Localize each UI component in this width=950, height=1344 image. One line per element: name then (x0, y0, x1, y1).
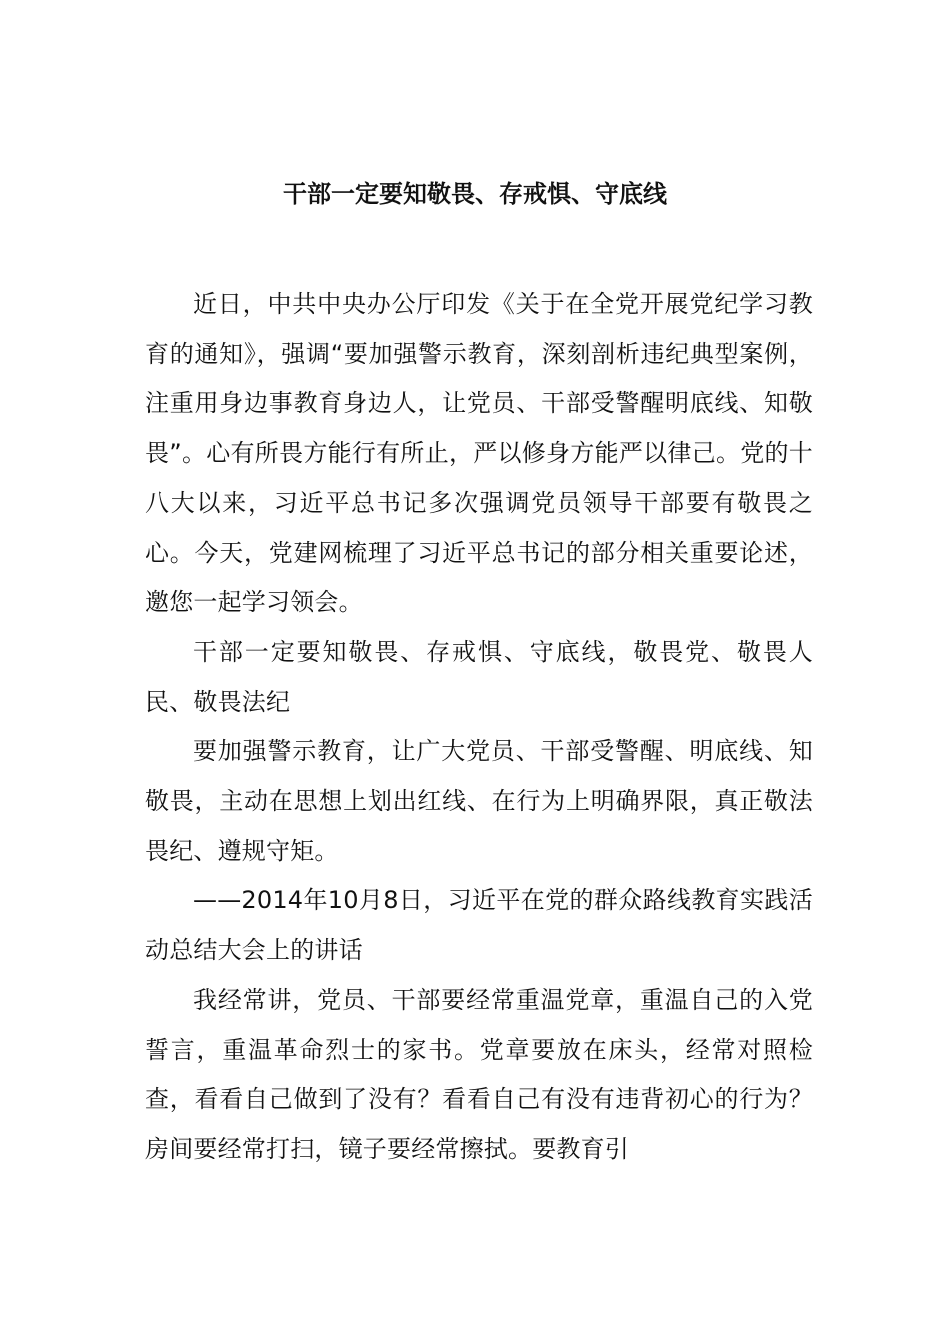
paragraph-source: ——2014年10月8日，习近平在党的群众路线教育实践活动总结大会上的讲话 (145, 886, 813, 965)
paragraph-quote-2: 我经常讲，党员、干部要经常重温党章，重温自己的入党誓言，重温革命烈士的家书。党章要放在床头，经常对照检查，看看自己做到了没有？看看自己有没有违背初心的行为？房间要经常打扫，镜子要经常擦拭。要教育引 (145, 985, 813, 1163)
document-title: 干部一定要知敬畏、存戒惧、守底线 (283, 180, 667, 209)
paragraph-intro: 近日，中共中央办公厅印发《关于在全党开展党纪学习教育的通知》，强调“要加强警示教育，深刻剖析违纪典型案例，注重用身边事教育身边人，让党员、干部受警醒明底线、知敬畏”。心有所畏方能行有所止，严以修身方能严以律己。党的十八大以来，习近平总书记多次强调党员领导干部要有敬畏之心。今天，党建网梳理了习近平总书记的部分相关重要论述，邀您一起学习领会。 (145, 290, 813, 617)
paragraph-heading-quote: 干部一定要知敬畏、存戒惧、守底线，敬畏党、敬畏人民、敬畏法纪 (145, 637, 813, 716)
paragraph-quote: 要加强警示教育，让广大党员、干部受警醒、明底线、知敬畏，主动在思想上划出红线、在行为上明确界限，真正敬法畏纪、遵规守矩。 (145, 737, 813, 865)
document-body (145, 280, 813, 1175)
